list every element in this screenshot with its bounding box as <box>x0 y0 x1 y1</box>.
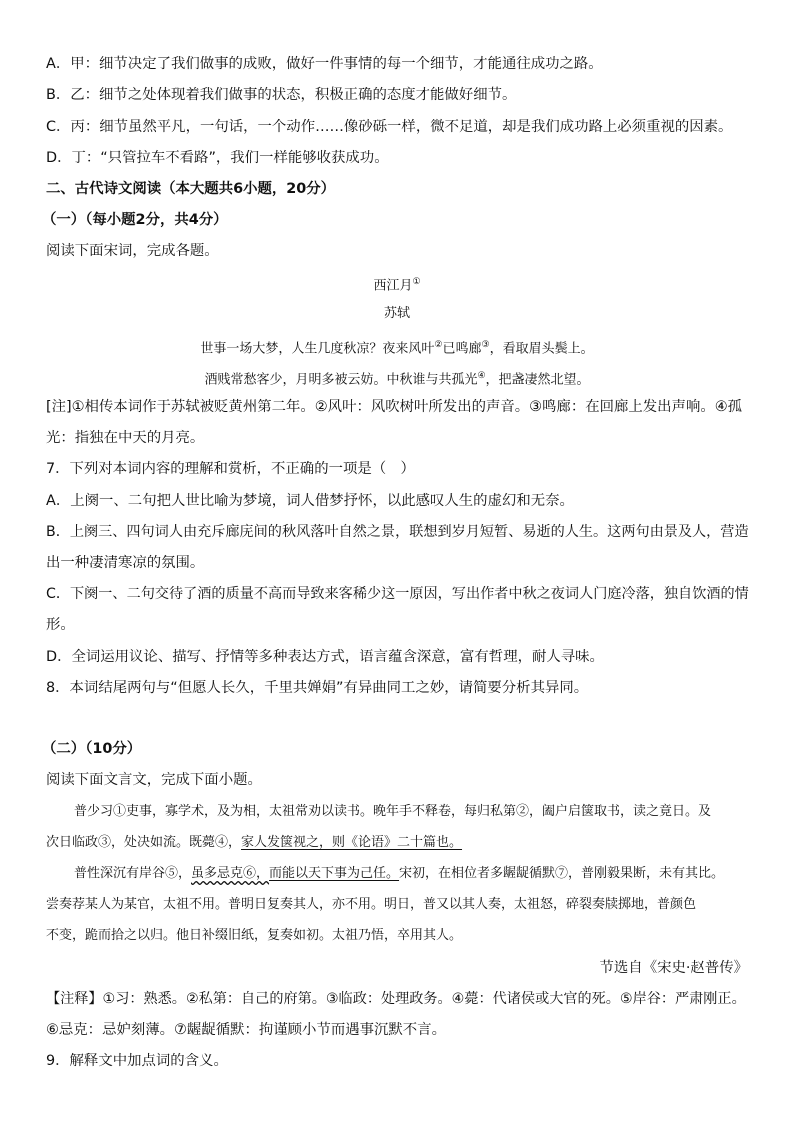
prose-underlined-sentence-2: 而能以天下事为己任。 <box>269 866 400 881</box>
poem-title <box>0 272 794 296</box>
prose-wavy-underlined: 虽多忌克⑥， <box>191 866 270 881</box>
prose-underlined-sentence-1: 家人发箧视之，则《论语》二十篇也。 <box>241 835 463 850</box>
poem-note-2: ② <box>434 340 443 350</box>
q7-option-d: D．全词运用议论、描写、抒情等多种表达方式，语言蕴含深意，富有哲理，耐人寻味。 <box>46 649 604 665</box>
poem-title-text: 西江月 <box>373 278 413 294</box>
prose-p1-line-2 <box>46 833 748 853</box>
poem-line-2a: 酒贱常愁客少，月明多被云妨。中秋谁与共孤光 <box>204 372 478 388</box>
q7-option-c-line-1: C．下阕一、二句交待了酒的质量不高而导致来客稀少这一原因，写出作者中秋之夜词人门庭冷落，独自饮酒的情 <box>46 586 749 602</box>
q7-stem: 7．下列对本词内容的理解和赏析，不正确的一项是（ ） <box>46 461 415 477</box>
prose-source: 节选自《宋史·赵普传》 <box>599 960 748 976</box>
q9-stem: 9．解释文中加点词的含义。 <box>46 1053 228 1069</box>
poem-line-1a: 世事一场大梦，人生几度秋凉？夜来风叶 <box>200 341 435 357</box>
prose-p2-line-1a: 普性深沉有岸谷⑤， <box>74 866 192 881</box>
part2-intro: 阅读下面文言文，完成下面小题。 <box>46 772 262 788</box>
prose-p2-line-3: 不变，跪而拾之以归。他日补缀旧纸，复奏如初。太祖乃悟，卒用其人。 <box>46 928 463 943</box>
poem-line-1b: 已鸣廊 <box>442 341 482 357</box>
poem-note-3: ③ <box>481 340 490 350</box>
poem-title-note: ① <box>412 277 421 287</box>
prose-notes-line-1: 【注释】①习：熟悉。②私第：自己的府第。③临政：处理政务。④薨：代诸侯或大官的死。⑤岸谷：严肃刚正。 <box>46 991 746 1007</box>
section-heading: 二、古代诗文阅读（本大题共6小题，20分） <box>46 181 336 197</box>
option-d: D．丁：“只管拉车不看路”，我们一样能够收获成功。 <box>46 150 389 166</box>
prose-p2-line-1 <box>46 864 748 884</box>
prose-p1-line-1: 普少习①吏事，寡学术，及为相，太祖常劝以读书。晚年手不释卷，每归私第②，阖户启箧取书，读之竟日。及 <box>74 804 712 819</box>
q7-option-b-line-2: 出一种凄清寒凉的氛围。 <box>46 555 205 571</box>
part1-heading: （一）（每小题2分，共4分） <box>42 212 228 228</box>
q7-option-b-line-1: B．上阕三、四句词人由充斥廊庑间的秋风落叶自然之景，联想到岁月短暂、易逝的人生。这两句由景及人，营造 <box>46 524 749 540</box>
option-b: B．乙：细节之处体现着我们做事的状态，积极正确的态度才能做好细节。 <box>46 87 517 103</box>
prose-p2-line-1b: 宋初，在相位者多龌龊循默⑦，普刚毅果断，未有其比。 <box>399 866 725 881</box>
option-a: A．甲：细节决定了我们做事的成败，做好一件事情的每一个细节，才能通往成功之路。 <box>46 56 603 72</box>
prose-p2-line-2: 尝奏荐某人为某官，太祖不用。普明日复奏其人，亦不用。明日，普又以其人奏，太祖怒，碎裂奏牍掷地，普颜色 <box>46 897 697 912</box>
poem-notes-line-2: 光：指独在中天的月亮。 <box>46 430 205 446</box>
prose-notes-line-2: ⑥忌克：忌妒刻薄。⑦龌龊循默：拘谨顾小节而遇事沉默不言。 <box>46 1022 446 1038</box>
option-c: C．丙：细节虽然平凡，一句话，一个动作……像砂砾一样，微不足道，却是我们成功路上必须重视的因素。 <box>46 119 733 135</box>
poem-line-1c: ，看取眉头鬓上。 <box>489 341 594 357</box>
q7-option-a: A．上阕一、二句把人世比喻为梦境，词人借梦抒怀，以此感叹人生的虚幻和无奈。 <box>46 493 574 509</box>
part1-intro: 阅读下面宋词，完成各题。 <box>46 243 219 259</box>
poem-line-2b: ，把盏凄然北望。 <box>485 372 590 388</box>
poem-note-4: ④ <box>477 371 486 381</box>
q8-stem: 8．本词结尾两句与“但愿人长久，千里共婵娟”有异曲同工之妙，请简要分析其异同。 <box>46 680 589 696</box>
poem-line-1 <box>0 335 794 359</box>
prose-p1-line-2a: 次日临政③，处决如流。既薨④， <box>46 835 242 850</box>
q7-option-c-line-2: 形。 <box>46 617 75 633</box>
poem-author: 苏轼 <box>383 306 410 321</box>
poem-notes-line-1: [注]①相传本词作于苏轼被贬黄州第二年。②风叶：风吹树叶所发出的声音。③鸣廊：在回廊上发出声响。④孤 <box>46 399 743 415</box>
part2-heading: （二）（10分） <box>42 741 142 757</box>
poem-line-2 <box>0 366 794 390</box>
